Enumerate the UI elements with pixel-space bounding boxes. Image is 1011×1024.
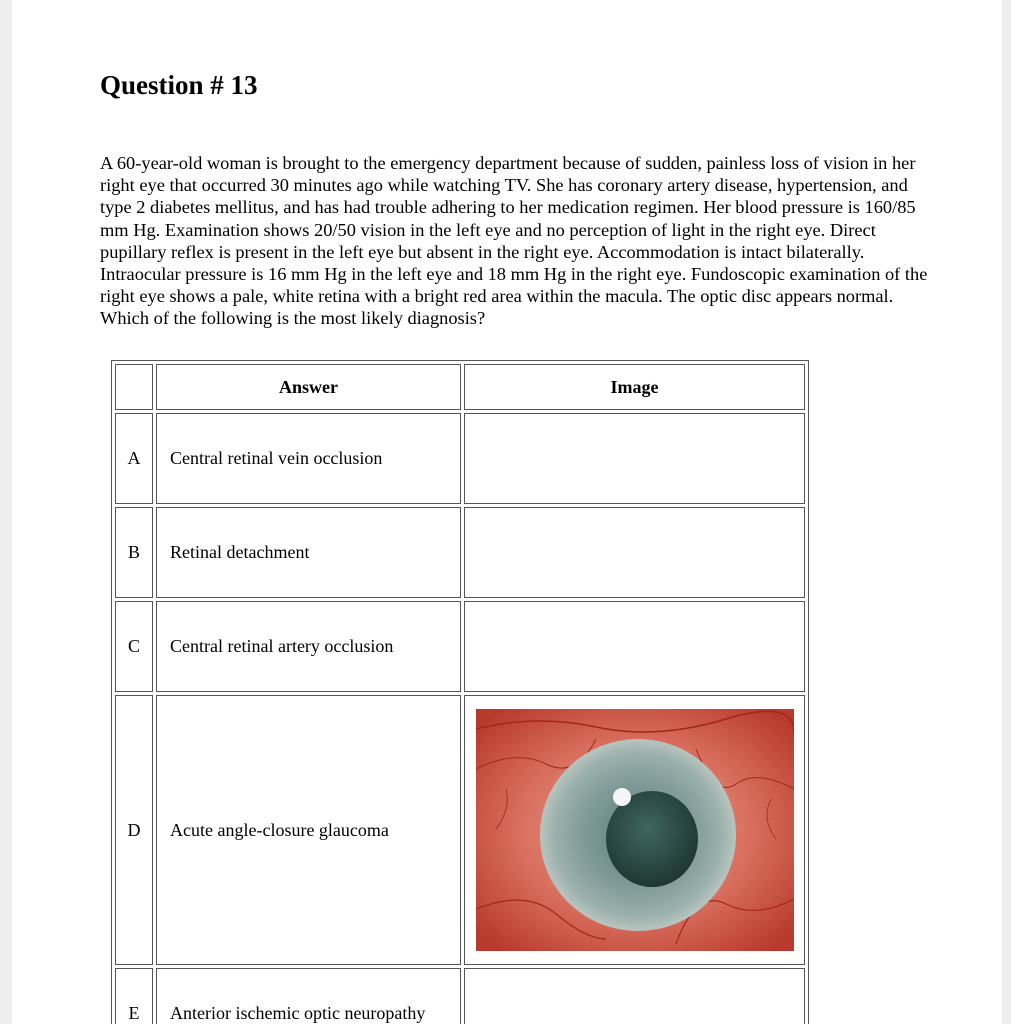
option-row-e[interactable]: [115, 968, 805, 1024]
option-text: Central retinal vein occlusion: [156, 413, 461, 504]
option-letter: E: [115, 968, 153, 1024]
red-eye-photo: [476, 709, 794, 951]
document-page: [12, 0, 1002, 1024]
header-image: Image: [464, 364, 805, 410]
table-header-row: [115, 364, 805, 410]
option-letter: A: [115, 413, 153, 504]
option-text: Retinal detachment: [156, 507, 461, 598]
option-image-cell: [464, 695, 805, 965]
answer-table: [111, 360, 809, 1024]
option-letter: C: [115, 601, 153, 692]
question-title: Question # 13: [100, 70, 258, 100]
option-letter: B: [115, 507, 153, 598]
option-row-a[interactable]: [115, 413, 805, 504]
question-stem: A 60-year-old woman is brought to the emergency department because of sudden, painless loss of vision in her right eye that occurred 30 minutes ago while watching TV. She has coronary artery disease, hypertension, and type 2 diabetes mellitus, and has had trouble adhering to her medication regimen. Her blood pressure is 160/85 mm Hg. Examination shows 20/50 vision in the left eye and no perception of light in the right eye. Direct pupillary reflex is present in the left eye but absent in the right eye. Accommodation is intact bilaterally. Intraocular pressure is 16 mm Hg in the left eye and 18 mm Hg in the right eye. Fundoscopic examination of the right eye shows a pale, white retina with a bright red area within the macula. The optic disc appears normal. Which of the following is the most likely diagnosis?: [100, 153, 928, 329]
option-row-d[interactable]: [115, 695, 805, 965]
header-answer: Answer: [156, 364, 461, 410]
header-letter-cell: [115, 364, 153, 410]
option-row-b[interactable]: [115, 507, 805, 598]
option-image-cell: [464, 507, 805, 598]
option-text: Central retinal artery occlusion: [156, 601, 461, 692]
option-image-cell: [464, 413, 805, 504]
option-row-c[interactable]: [115, 601, 805, 692]
option-image-cell: [464, 968, 805, 1024]
option-text: Anterior ischemic optic neuropathy: [156, 968, 461, 1024]
option-letter: D: [115, 695, 153, 965]
option-text: Acute angle-closure glaucoma: [156, 695, 461, 965]
option-image-cell: [464, 601, 805, 692]
